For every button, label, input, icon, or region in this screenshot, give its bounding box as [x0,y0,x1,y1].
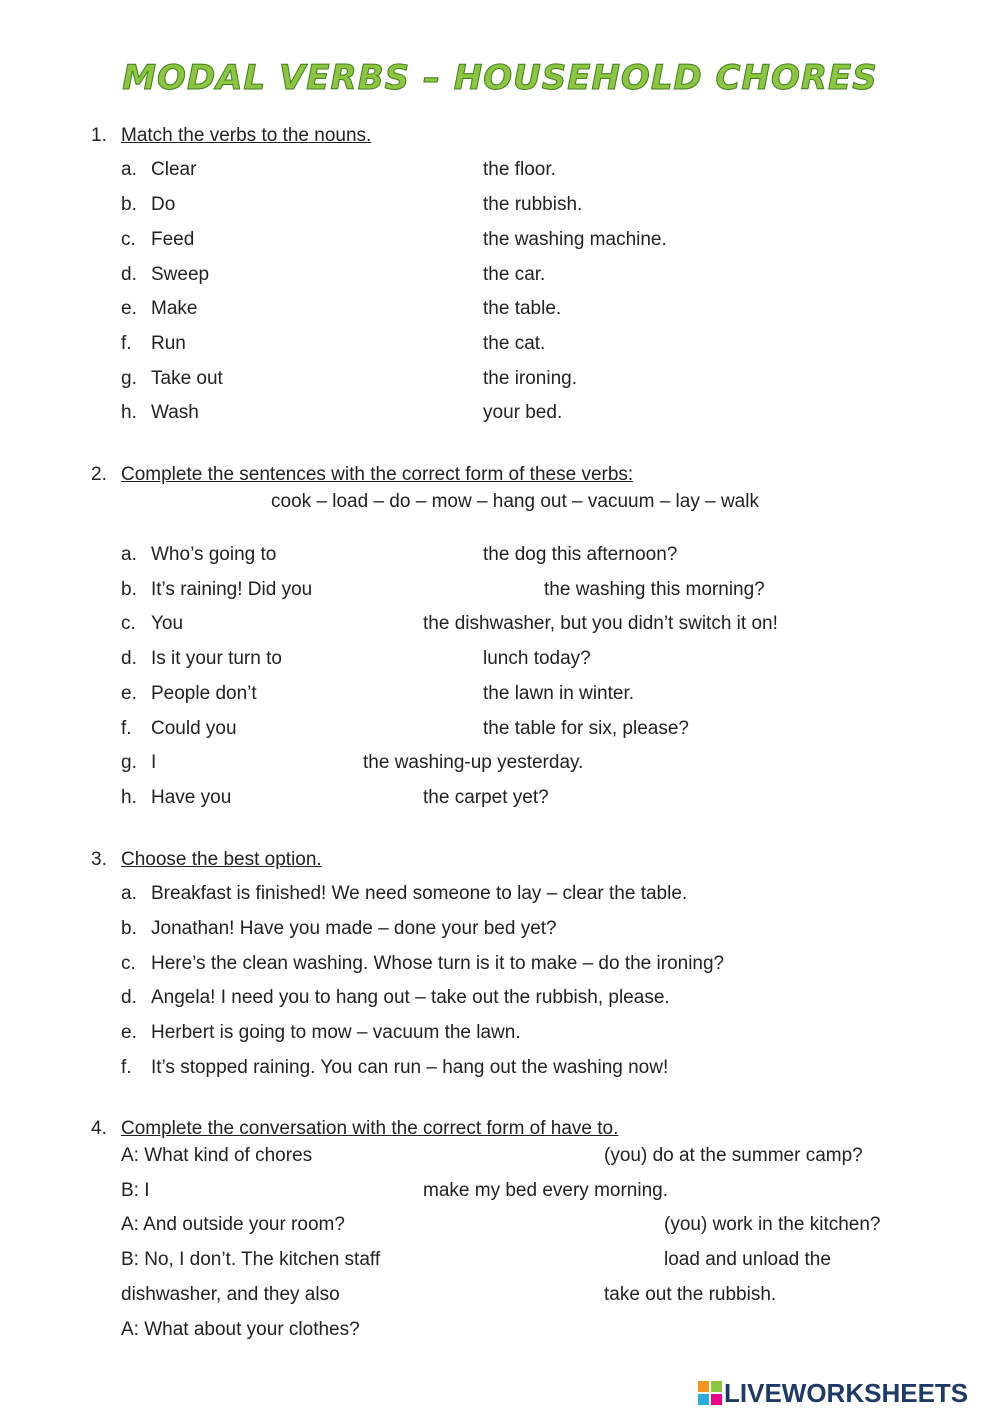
dialogue-start: B: I [121,1180,150,1201]
sentence-end: the dog this afternoon? [483,544,678,565]
brand-name: LIVEWORKSHEETS [724,1377,969,1408]
noun: the washing machine. [483,229,667,250]
logo-block [711,1394,722,1405]
item-letter: b. [121,194,137,215]
exercise-instruction: Choose the best option. [121,849,322,870]
logo-block [711,1381,722,1392]
exercise-number: 2. [91,464,107,485]
item-letter: b. [121,579,137,600]
worksheet-title: MODAL VERBS – HOUSEHOLD CHORES [122,58,878,98]
sentence-end: lunch today? [483,648,591,669]
verb: Run [151,333,186,354]
item-letter: a. [121,159,137,180]
noun: your bed. [483,402,563,423]
logo-block [698,1394,709,1405]
item-letter: b. [121,918,137,939]
sentence-start: It’s raining! Did you [151,579,313,600]
item-letter: a. [121,544,137,565]
exercise-number: 4. [91,1118,107,1139]
item-letter: f. [121,333,132,354]
sentence-start: You [151,613,184,634]
sentence-start: People don’t [151,683,257,704]
word-bank: cook – load – do – mow – hang out – vacuum – lay – walk [271,491,759,512]
item-letter: f. [121,718,132,739]
sentence-start: I [151,752,157,773]
sentence-start: Have you [151,787,232,808]
verb: Take out [151,368,223,389]
option-sentence: Breakfast is finished! We need someone to lay – clear the table. [151,883,688,904]
item-letter: g. [121,368,137,389]
exercise-number: 1. [91,125,107,146]
sentence-end: the washing-up yesterday. [363,752,584,773]
noun: the ironing. [483,368,578,389]
noun: the car. [483,264,546,285]
logo-blocks-icon [698,1381,722,1405]
item-letter: h. [121,787,137,808]
exercise-instruction: Match the verbs to the nouns. [121,125,372,146]
sentence-start: Could you [151,718,237,739]
option-sentence: Angela! I need you to hang out – take out the rubbish, please. [151,987,670,1008]
noun: the rubbish. [483,194,583,215]
sentence-end: the carpet yet? [423,787,549,808]
dialogue-end: take out the rubbish. [604,1284,777,1305]
item-letter: d. [121,264,137,285]
sentence-start: Is it your turn to [151,648,282,669]
exercise-number: 3. [91,849,107,870]
option-sentence: Jonathan! Have you made – done your bed yet? [151,918,557,939]
dialogue-end: (you) work in the kitchen? [664,1214,881,1235]
sentence-end: the dishwasher, but you didn’t switch it on! [423,613,778,634]
dialogue-start: A: What kind of chores [121,1145,313,1166]
option-sentence: Herbert is going to mow – vacuum the lawn. [151,1022,521,1043]
dialogue-start: A: And outside your room? [121,1214,345,1235]
verb: Clear [151,159,197,180]
item-letter: e. [121,683,137,704]
sentence-end: the lawn in winter. [483,683,635,704]
item-letter: f. [121,1057,132,1078]
dialogue-end: load and unload the [664,1249,831,1270]
item-letter: c. [121,229,136,250]
verb: Wash [151,402,199,423]
exercise-instruction: Complete the sentences with the correct form of these verbs: [121,464,634,485]
dialogue-start: dishwasher, and they also [121,1284,340,1305]
verb: Do [151,194,176,215]
option-sentence: Here’s the clean washing. Whose turn is it to make – do the ironing? [151,953,725,974]
item-letter: e. [121,1022,137,1043]
option-sentence: It’s stopped raining. You can run – hang out the washing now! [151,1057,669,1078]
dialogue-end: (you) do at the summer camp? [604,1145,863,1166]
item-letter: g. [121,752,137,773]
noun: the cat. [483,333,546,354]
item-letter: c. [121,613,136,634]
sentence-end: the table for six, please? [483,718,689,739]
sentence-end: the washing this morning? [544,579,765,600]
verb: Make [151,298,198,319]
dialogue-start: A: What about your clothes? [121,1319,360,1340]
verb: Feed [151,229,195,250]
verb: Sweep [151,264,210,285]
item-letter: a. [121,883,137,904]
item-letter: c. [121,953,136,974]
noun: the floor. [483,159,556,180]
logo-block [698,1381,709,1392]
item-letter: h. [121,402,137,423]
liveworksheets-logo[interactable] [698,1376,968,1410]
item-letter: d. [121,987,137,1008]
item-letter: e. [121,298,137,319]
dialogue-end: make my bed every morning. [423,1180,668,1201]
dialogue-start: B: No, I don’t. The kitchen staff [121,1249,381,1270]
exercise-instruction: Complete the conversation with the correct form of have to. [121,1118,619,1139]
noun: the table. [483,298,562,319]
sentence-start: Who’s going to [151,544,277,565]
item-letter: d. [121,648,137,669]
